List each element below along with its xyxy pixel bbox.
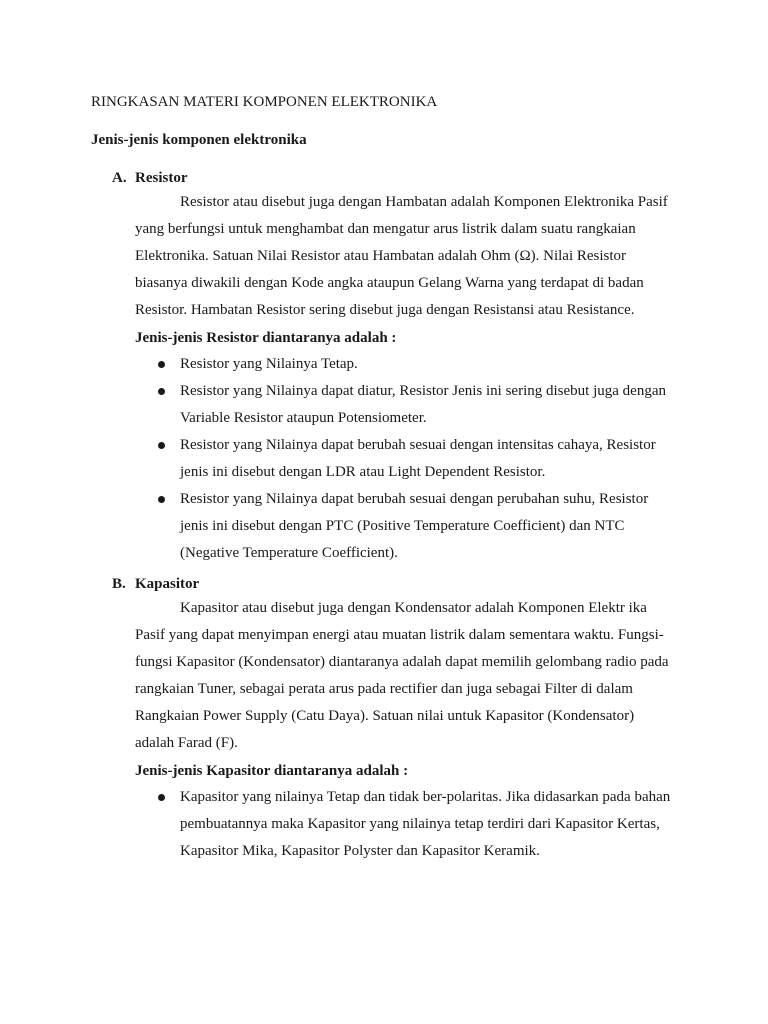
paragraph-line: Pasif yang dapat menyimpan energi atau muatan listrik dalam sementara waktu. Fungsi-	[135, 627, 664, 643]
list-item-line: jenis ini disebut dengan LDR atau Light Dependent Resistor.	[180, 464, 546, 480]
section-name: Resistor	[135, 170, 188, 186]
list-item-line: Resistor yang Nilainya dapat berubah sesuai dengan perubahan suhu, Resistor	[180, 491, 649, 507]
resistor-list-heading: Jenis-jenis Resistor diantaranya adalah :	[135, 330, 397, 346]
paragraph-line: Resistor. Hambatan Resistor sering disebut juga dengan Resistansi atau Resistance.	[135, 302, 635, 318]
kapasitor-type-list	[155, 784, 695, 865]
list-item-line: Resistor yang Nilainya dapat berubah sesuai dengan intensitas cahaya, Resistor	[180, 437, 656, 453]
list-item	[155, 432, 695, 486]
paragraph-line: fungsi Kapasitor (Kondensator) diantaranya adalah dapat memilih gelombang radio pada	[135, 654, 669, 670]
paragraph-line: rangkaian Tuner, sebagai perata arus pada rectifier dan juga sebagai Filter di dalam	[135, 681, 633, 697]
list-item-line: Resistor yang Nilainya Tetap.	[180, 356, 358, 372]
resistor-type-list	[155, 351, 695, 567]
bullet-icon	[158, 442, 165, 449]
list-item-line: Kapasitor Mika, Kapasitor Polyster dan Kapasitor Keramik.	[180, 843, 540, 859]
paragraph-line: Resistor atau disebut juga dengan Hambatan adalah Komponen Elektronika Pasif	[180, 194, 668, 210]
paragraph-line: adalah Farad (F).	[135, 735, 238, 751]
kapasitor-paragraph	[135, 595, 675, 757]
list-item	[155, 784, 695, 865]
bullet-icon	[158, 496, 165, 503]
list-item-line: Resistor yang Nilainya dapat diatur, Resistor Jenis ini sering disebut juga dengan	[180, 383, 666, 399]
paragraph-line: Rangkaian Power Supply (Catu Daya). Satuan nilai untuk Kapasitor (Kondensator)	[135, 708, 635, 724]
bullet-icon	[158, 388, 165, 395]
bullet-icon	[158, 794, 165, 801]
section-letter: B.	[112, 576, 126, 592]
list-item-line: Variable Resistor ataupun Potensiometer.	[180, 410, 427, 426]
kapasitor-list-heading: Jenis-jenis Kapasitor diantaranya adalah :	[135, 763, 409, 779]
bullet-icon	[158, 361, 165, 368]
list-item	[155, 351, 695, 378]
list-item-line: jenis ini disebut dengan PTC (Positive Temperature Coefficient) dan NTC	[180, 518, 625, 534]
resistor-paragraph	[135, 189, 675, 324]
document-title: RINGKASAN MATERI KOMPONEN ELEKTRONIKA	[91, 94, 438, 110]
list-item-line: (Negative Temperature Coefficient).	[180, 545, 398, 561]
list-item-line: Kapasitor yang nilainya Tetap dan tidak ber-polaritas. Jika didasarkan pada bahan	[180, 789, 671, 805]
paragraph-line: Elektronika. Satuan Nilai Resistor atau Hambatan adalah Ohm (Ω). Nilai Resistor	[135, 248, 627, 264]
paragraph-line: Kapasitor atau disebut juga dengan Kondensator adalah Komponen Elektr ika	[180, 600, 647, 616]
section-name: Kapasitor	[135, 576, 200, 592]
list-item-line: pembuatannya maka Kapasitor yang nilainya tetap terdiri dari Kapasitor Kertas,	[180, 816, 660, 832]
paragraph-line: yang berfungsi untuk menghambat dan mengatur arus listrik dalam suatu rangkaian	[135, 221, 636, 237]
section-letter: A.	[112, 170, 127, 186]
list-item	[155, 378, 695, 432]
document-subtitle: Jenis-jenis komponen elektronika	[91, 132, 307, 148]
paragraph-line: biasanya diwakili dengan Kode angka ataupun Gelang Warna yang terdapat di badan	[135, 275, 644, 291]
list-item	[155, 486, 695, 567]
